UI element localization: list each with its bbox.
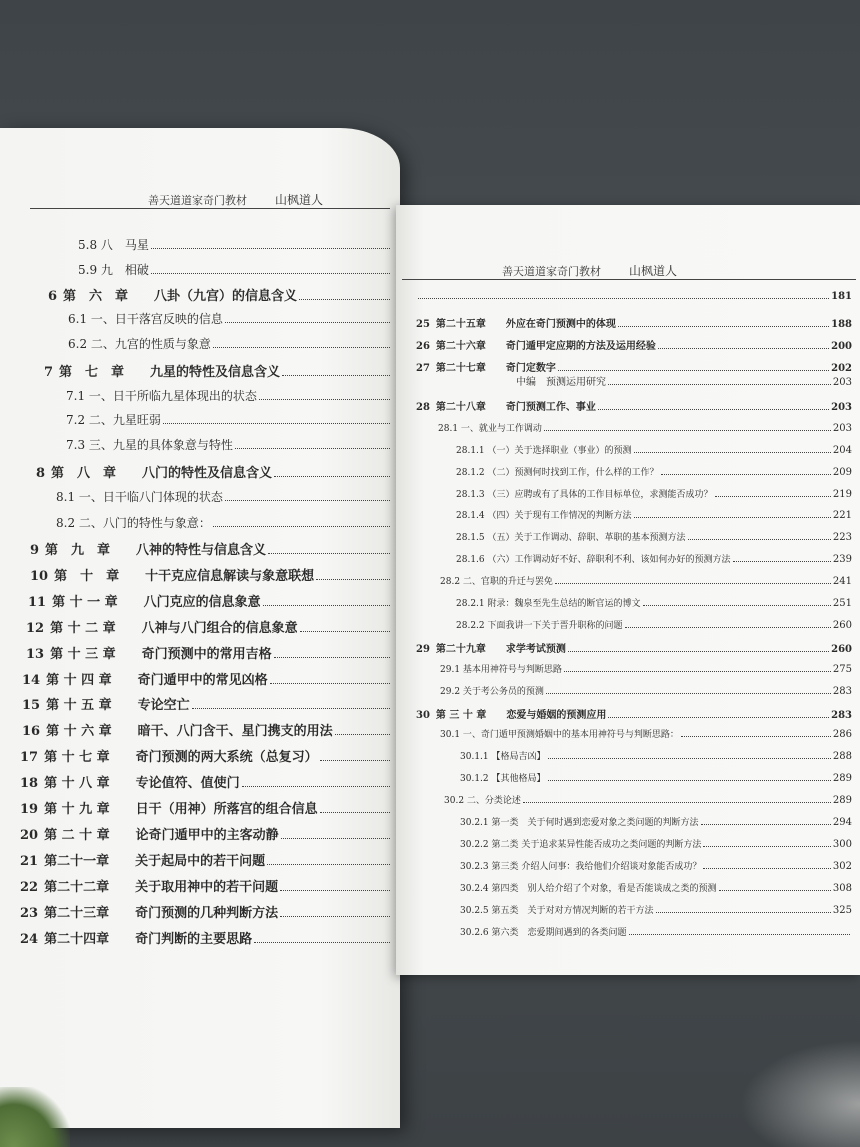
right-toc-entry	[416, 315, 852, 330]
toc-entry-title: 28.1.6 （六）工作调动好不好、辞职利不利、该如何办好的预测方法	[456, 555, 731, 565]
left-header-title: 善天道道家奇门教材	[148, 194, 247, 207]
toc-page-number: 203	[832, 377, 852, 388]
right-toc-entry	[444, 793, 852, 806]
right-toc-entry	[456, 596, 852, 609]
toc-entry-title: 第 十 七 章 奇门预测的两大系统（总复习）	[44, 750, 318, 765]
toc-entry-title: 7.2 二、九星旺弱	[66, 413, 161, 427]
toc-entry-title: 28.1 一、就业与工作调动	[438, 424, 542, 434]
toc-entry-number: 9	[30, 543, 40, 558]
toc-page-number: 181	[831, 291, 852, 302]
toc-page-number: 289	[832, 795, 852, 806]
toc-entry-title: 6.2 二、九宫的性质与象意	[68, 337, 211, 351]
toc-page-number: 203	[832, 423, 852, 434]
toc-entry-title: 第 十 五 章 专论空亡	[46, 698, 190, 713]
toc-entry-title: 28.2.2 下面我讲一下关于晋升职称的问题	[456, 621, 623, 631]
toc-entry-number: 25	[416, 319, 430, 330]
toc-entry-title: 5.8 八 马星	[78, 238, 149, 252]
toc-page-number: 260	[832, 620, 852, 631]
toc-leader-dots	[564, 671, 831, 672]
toc-leader-dots	[643, 605, 831, 606]
toc-entry-number: 29	[416, 644, 430, 655]
toc-entry-title: 第 十 四 章 奇门遁甲中的常见凶格	[46, 673, 268, 688]
toc-entry-title: 28.1.5 （五）关于工作调动、辞职、革职的基本预测方法	[456, 533, 686, 543]
left-toc-entry	[68, 310, 392, 327]
toc-leader-dots	[268, 553, 390, 554]
toc-entry-title: 28.2.1 附录：魏泉至先生总结的断官运的博文	[456, 599, 641, 609]
toc-page-number: 283	[832, 686, 852, 697]
left-toc-entry	[26, 643, 392, 662]
left-toc-entry	[36, 462, 392, 481]
right-toc-entry	[456, 508, 852, 521]
toc-entry-number: 24	[20, 932, 39, 947]
toc-leader-dots	[661, 474, 831, 475]
background-object	[740, 1040, 860, 1147]
toc-entry-title: 第二十三章 奇门预测的几种判断方法	[44, 906, 279, 921]
toc-leader-dots	[608, 717, 829, 718]
right-header-author: 山枫道人	[629, 264, 678, 278]
toc-leader-dots	[608, 384, 831, 385]
left-toc-entry	[22, 694, 392, 713]
toc-leader-dots	[270, 683, 390, 684]
toc-entry-title: 第 二 十 章 论奇门遁甲中的主客动静	[44, 828, 279, 843]
right-toc-entry	[460, 903, 852, 916]
toc-leader-dots	[681, 736, 831, 737]
toc-entry-title: 30.2.5 第五类 关于对对方情况判断的若干方法	[460, 906, 654, 916]
right-toc-entry	[456, 443, 852, 456]
left-toc-entry	[66, 387, 392, 404]
toc-entry-number: 26	[416, 341, 430, 352]
toc-entry-title: 28.1.3 （三）应聘或有了具体的工作目标单位，求测能否成功？	[456, 490, 713, 500]
toc-leader-dots	[688, 539, 831, 540]
right-toc-entry	[440, 727, 852, 740]
left-toc-entry	[20, 928, 392, 947]
left-toc-entry	[30, 539, 392, 558]
toc-leader-dots	[280, 890, 390, 891]
left-toc-entry	[20, 746, 392, 765]
toc-leader-dots	[316, 579, 390, 580]
toc-page-number: 239	[832, 554, 852, 565]
toc-page-number: 209	[832, 467, 852, 478]
toc-leader-dots	[151, 248, 390, 249]
toc-page-number: 221	[832, 510, 852, 521]
toc-leader-dots	[658, 348, 829, 349]
toc-entry-title: 第 十 章 十干克应信息解读与象意联想	[54, 569, 315, 584]
toc-entry-title: 30.2.2 第二类 关于追求某异性能否成功之类问题的判断方法	[460, 840, 702, 850]
toc-entry-number: 23	[20, 906, 39, 921]
toc-entry-title: 第 十 八 章 专论值符、值使门	[44, 776, 240, 791]
toc-entry-title: 29.2 关于考公务员的预测	[440, 687, 544, 697]
toc-leader-dots	[254, 942, 390, 943]
toc-entry-title: 第 七 章 九星的特性及信息含义	[59, 365, 281, 380]
toc-leader-dots	[213, 526, 390, 527]
toc-page-number: 200	[831, 341, 852, 352]
left-toc-entry	[22, 720, 392, 739]
toc-leader-dots	[719, 890, 831, 891]
left-toc-entry	[78, 236, 392, 253]
left-toc-entry	[20, 902, 392, 921]
toc-leader-dots	[213, 347, 390, 348]
toc-page-number: 325	[832, 905, 852, 916]
toc-page-number: 294	[832, 817, 852, 828]
right-toc-entry	[460, 749, 852, 762]
right-toc-entry	[460, 881, 852, 894]
toc-leader-dots	[701, 824, 831, 825]
left-toc-entry	[44, 361, 392, 380]
right-toc-entry	[416, 398, 852, 413]
toc-leader-dots	[320, 812, 390, 813]
toc-leader-dots	[192, 708, 390, 709]
toc-leader-dots	[418, 298, 829, 299]
toc-entry-number: 13	[26, 647, 45, 662]
toc-entry-number: 17	[20, 750, 39, 765]
right-toc-entry	[416, 359, 852, 374]
toc-leader-dots	[555, 583, 831, 584]
toc-leader-dots	[733, 561, 831, 562]
toc-leader-dots	[282, 375, 390, 376]
toc-leader-dots	[703, 868, 831, 869]
toc-leader-dots	[225, 500, 390, 501]
toc-entry-title: 29.1 基本用神符号与判断思路	[440, 665, 562, 675]
plant-leaf	[0, 1087, 70, 1147]
toc-entry-title: 第 十 九 章 日干（用神）所落宫的组合信息	[44, 802, 318, 817]
toc-leader-dots	[625, 627, 831, 628]
right-toc-entry	[416, 291, 852, 302]
toc-leader-dots	[163, 423, 390, 424]
toc-entry-number: 12	[26, 621, 45, 636]
toc-page-number: 275	[832, 664, 852, 675]
toc-page-number: 308	[832, 883, 852, 894]
toc-entry-title: 第二十八章 奇门预测工作、事业	[435, 402, 596, 413]
left-header-rule	[30, 208, 390, 209]
right-toc-entry	[460, 859, 852, 872]
left-toc-entry	[20, 850, 392, 869]
toc-entry-title: 30.2.1 第一类 关于何时遇到恋爱对象之类问题的判断方法	[460, 818, 699, 828]
right-toc-entry	[460, 925, 852, 938]
toc-leader-dots	[523, 802, 831, 803]
toc-entry-title: 第二十二章 关于取用神中的若干问题	[44, 880, 279, 895]
toc-entry-title: 6.1 一、日干落宫反映的信息	[68, 312, 223, 326]
toc-entry-title: 第 十 六 章 暗干、八门含干、星门携支的用法	[46, 724, 333, 739]
toc-entry-title: 第 八 章 八门的特性及信息含义	[51, 466, 273, 481]
left-toc-entry	[56, 488, 392, 505]
right-toc-entry	[456, 552, 852, 565]
toc-page-number: 251	[832, 598, 852, 609]
toc-entry-number: 21	[20, 854, 39, 869]
toc-entry-number: 8	[36, 466, 46, 481]
toc-leader-dots	[546, 693, 831, 694]
toc-entry-title: 30.2.4 第四类 别人给介绍了个对象，看是否能谈成之类的预测	[460, 884, 717, 894]
toc-entry-title: 30.2.6 第六类 恋爱期间遇到的各类问题	[460, 928, 627, 938]
left-toc-entry	[66, 411, 392, 428]
toc-leader-dots	[151, 273, 390, 274]
right-header-rule	[402, 279, 856, 280]
toc-entry-title: 7.1 一、日干所临九星体现出的状态	[66, 389, 257, 403]
toc-entry-number: 22	[20, 880, 39, 895]
toc-leader-dots	[300, 631, 390, 632]
right-toc-entry	[456, 465, 852, 478]
right-toc-entry	[440, 662, 852, 675]
toc-entry-number: 16	[22, 724, 41, 739]
toc-entry-number: 14	[22, 673, 41, 688]
toc-leader-dots	[548, 758, 831, 759]
toc-leader-dots	[259, 399, 390, 400]
toc-entry-title: 30.2 二、分类论述	[444, 796, 521, 806]
toc-page-number: 223	[832, 532, 852, 543]
left-toc-entry	[20, 772, 392, 791]
toc-leader-dots	[715, 496, 831, 497]
toc-page-number: 219	[832, 489, 852, 500]
toc-entry-number: 10	[30, 569, 49, 584]
right-toc-entry	[460, 837, 852, 850]
toc-page-number: 283	[831, 710, 852, 721]
right-toc-entry	[440, 574, 852, 587]
left-toc-entry	[22, 669, 392, 688]
toc-page-number: 203	[831, 402, 852, 413]
toc-leader-dots	[703, 846, 831, 847]
toc-page-number: 286	[832, 729, 852, 740]
toc-entry-title: 30.1.2 【其他格局】	[460, 774, 546, 784]
toc-entry-title: 第二十五章 外应在奇门预测中的体现	[435, 319, 616, 330]
toc-leader-dots	[235, 448, 390, 449]
toc-entry-number: 20	[20, 828, 39, 843]
right-toc-entry	[456, 487, 852, 500]
left-toc-entry	[78, 261, 392, 278]
toc-entry-title: 30.2.3 第三类 介绍人问事：我给他们介绍谈对象能否成功？	[460, 862, 702, 872]
toc-entry-number: 27	[416, 363, 430, 374]
toc-entry-title: 第 十 一 章 八门克应的信息象意	[52, 595, 261, 610]
toc-entry-title: 28.1.4 （四）关于现有工作情况的判断方法	[456, 511, 632, 521]
right-toc-entry	[456, 618, 852, 631]
toc-entry-title: 8.2 二、八门的特性与象意：	[56, 516, 211, 530]
toc-leader-dots	[598, 409, 829, 410]
toc-leader-dots	[242, 786, 390, 787]
toc-entry-title: 第二十六章 奇门遁甲定应期的方法及运用经验	[435, 341, 656, 352]
toc-entry-title: 第二十九章 求学考试预测	[435, 644, 566, 655]
toc-entry-title: 第二十一章 关于起局中的若干问题	[44, 854, 266, 869]
right-toc-entry	[460, 815, 852, 828]
toc-entry-title: 30.1 一、奇门遁甲预测婚姻中的基本用神符号与判断思路：	[440, 730, 679, 740]
toc-entry-number: 28	[416, 402, 430, 413]
toc-leader-dots	[558, 370, 829, 371]
toc-leader-dots	[656, 912, 831, 913]
right-toc-entry	[456, 530, 852, 543]
toc-entry-title: 7.3 三、九星的具体象意与特性	[66, 438, 233, 452]
toc-entry-title: 第 六 章 八卦（九宫）的信息含义	[63, 289, 298, 304]
toc-entry-title: 28.1.1 （一）关于选择职业（事业）的预测	[456, 446, 632, 456]
left-toc-entry	[48, 285, 392, 304]
toc-page-number: 202	[831, 363, 852, 374]
toc-entry-number: 11	[28, 595, 47, 610]
left-page	[0, 128, 400, 1128]
right-page-header	[502, 262, 677, 279]
toc-leader-dots	[263, 605, 390, 606]
left-toc-entry	[28, 591, 392, 610]
toc-page-number: 288	[832, 751, 852, 762]
toc-page-number: 188	[831, 319, 852, 330]
toc-page-number: 289	[832, 773, 852, 784]
toc-entry-number: 6	[48, 289, 58, 304]
toc-entry-number: 7	[44, 365, 54, 380]
toc-entry-title: 第 十 三 章 奇门预测中的常用吉格	[50, 647, 272, 662]
toc-leader-dots	[618, 326, 829, 327]
toc-leader-dots	[299, 299, 390, 300]
toc-entry-title: 28.1.2 （二）预测何时找到工作，什么样的工作？	[456, 468, 659, 478]
toc-leader-dots	[280, 916, 390, 917]
left-header-author: 山枫道人	[275, 193, 324, 207]
left-toc-entry	[68, 335, 392, 352]
left-toc-entry	[20, 824, 392, 843]
toc-entry-title: 中编 预测运用研究	[516, 377, 606, 388]
toc-leader-dots	[548, 780, 831, 781]
right-toc-entry	[516, 373, 852, 388]
toc-leader-dots	[568, 651, 829, 652]
toc-page-number: 300	[832, 839, 852, 850]
toc-leader-dots	[274, 476, 390, 477]
toc-leader-dots	[629, 934, 851, 935]
toc-entry-number: 15	[22, 698, 41, 713]
toc-entry-number: 18	[20, 776, 39, 791]
toc-page-number: 241	[832, 576, 852, 587]
toc-entry-title: 8.1 一、日干临八门体现的状态	[56, 490, 223, 504]
toc-entry-number: 19	[20, 802, 39, 817]
left-toc-entry	[56, 514, 392, 531]
right-toc-entry	[440, 684, 852, 697]
right-toc-entry	[438, 421, 852, 434]
toc-leader-dots	[544, 430, 831, 431]
toc-leader-dots	[320, 760, 390, 761]
left-toc-entry	[26, 617, 392, 636]
toc-entry-title: 28.2 二、官职的升迁与罢免	[440, 577, 553, 587]
toc-entry-title: 第二十七章 奇门定数字	[435, 363, 556, 374]
left-page-header	[148, 191, 323, 208]
toc-leader-dots	[267, 864, 390, 865]
toc-entry-title: 第 三 十 章 恋爱与婚姻的预测应用	[435, 710, 607, 721]
right-toc-entry	[416, 640, 852, 655]
right-toc-entry	[460, 771, 852, 784]
left-toc-entry	[20, 798, 392, 817]
right-toc-entry	[416, 706, 852, 721]
toc-entry-number: 30	[416, 710, 430, 721]
toc-entry-title: 30.1.1 【格局吉凶】	[460, 752, 546, 762]
toc-leader-dots	[335, 734, 390, 735]
left-toc-entry	[20, 876, 392, 895]
toc-page-number: 204	[832, 445, 852, 456]
toc-entry-title: 第二十四章 奇门判断的主要思路	[44, 932, 253, 947]
toc-leader-dots	[281, 838, 390, 839]
right-page	[396, 205, 860, 975]
toc-entry-title: 5.9 九 相破	[78, 263, 149, 277]
toc-leader-dots	[634, 517, 831, 518]
toc-entry-title: 第 十 二 章 八神与八门组合的信息象意	[50, 621, 298, 636]
right-header-title: 善天道道家奇门教材	[502, 265, 601, 278]
right-toc-entry	[416, 337, 852, 352]
toc-leader-dots	[225, 322, 390, 323]
toc-entry-title: 第 九 章 八神的特性与信息含义	[45, 543, 267, 558]
toc-leader-dots	[274, 657, 390, 658]
left-toc-entry	[30, 565, 392, 584]
left-toc-entry	[66, 436, 392, 453]
toc-page-number: 302	[832, 861, 852, 872]
toc-leader-dots	[634, 452, 831, 453]
toc-page-number: 260	[831, 644, 852, 655]
